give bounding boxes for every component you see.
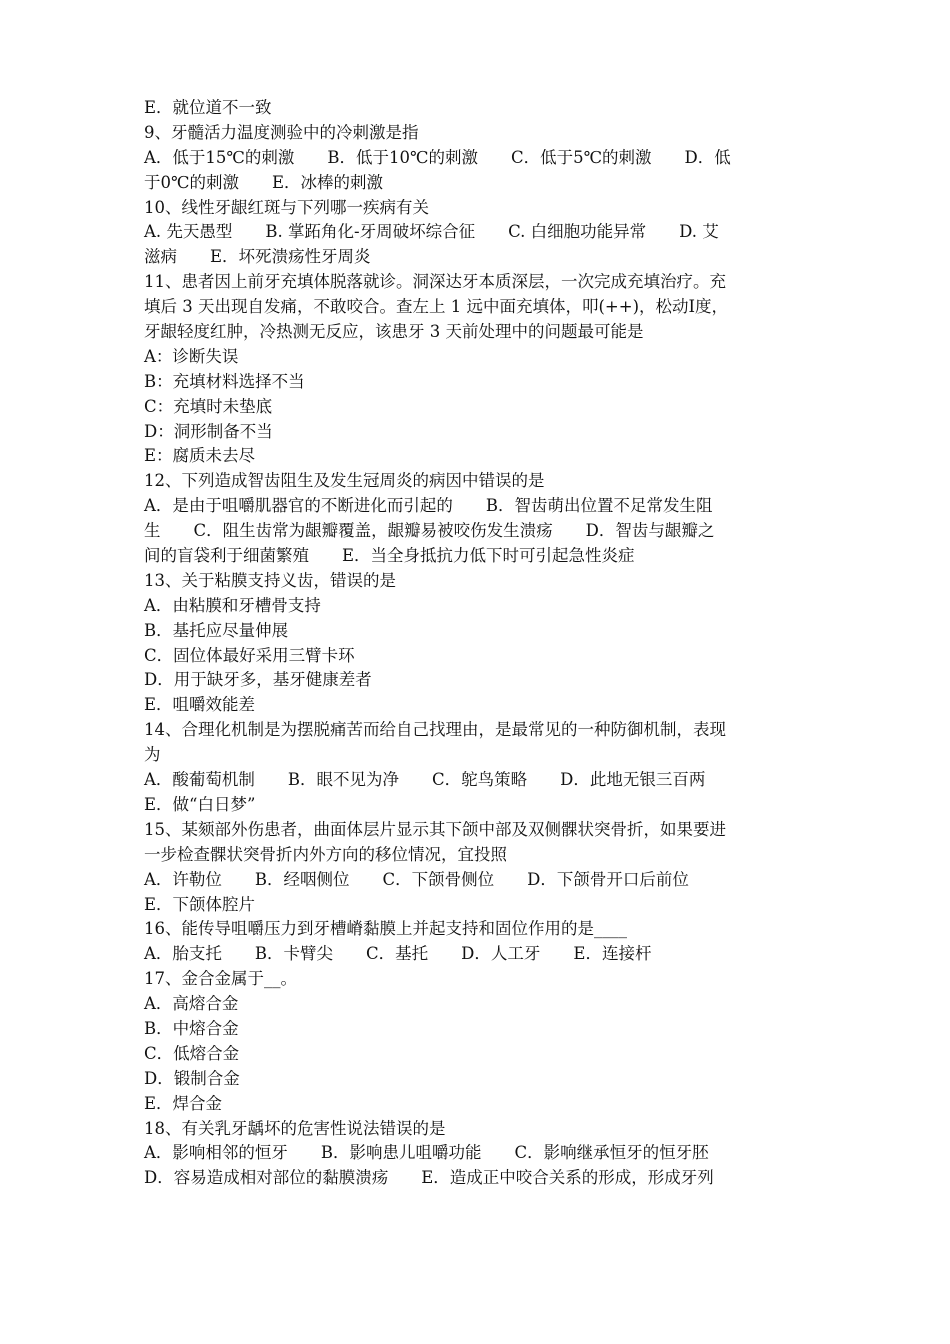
question-13-option: C．固位体最好采用三臂卡环 [144, 645, 355, 665]
question-18-options: A．影响相邻的恒牙 B．影响患儿咀嚼功能 C．影响继承恒牙的恒牙胚 [144, 1143, 709, 1163]
question-11-option: A：诊断失误 [144, 346, 239, 366]
question-9-options: A．低于15℃的刺激 B．低于10℃的刺激 C．低于5℃的刺激 D．低 [144, 147, 731, 167]
question-15-stem: 15、某颏部外伤患者，曲面体层片显示其下颌中部及双侧髁状突骨折，如果要进 [144, 819, 726, 839]
question-14-stem: 为 [144, 745, 161, 765]
question-18-options: D．容易造成相对部位的黏膜溃疡 E．造成正中咬合关系的形成，形成牙列 [144, 1168, 714, 1188]
question-11-stem: 牙龈轻度红肿，冷热测无反应，该患牙 3 天前处理中的问题最可能是 [144, 322, 644, 342]
text-line: E．就位道不一致 [144, 98, 272, 117]
question-10-options: 滋病 E．坏死溃疡性牙周炎 [144, 247, 371, 267]
question-10-options: A. 先天愚型 B. 掌跖角化-牙周破坏综合征 C. 白细胞功能异常 D. 艾 [144, 222, 719, 242]
question-11-stem: 11、患者因上前牙充填体脱落就诊。洞深达牙本质深层，一次完成充填治疗。充 [144, 272, 726, 292]
question-17-stem: 17、金合金属于__。 [144, 969, 297, 989]
question-13-option: A．由粘膜和牙槽骨支持 [144, 595, 321, 615]
question-17-option: B．中熔合金 [144, 1018, 239, 1038]
question-9-options: 于0℃的刺激 E．冰棒的刺激 [144, 172, 384, 192]
question-11-option: C：充填时未垫底 [144, 396, 273, 416]
question-11-option: B：充填材料选择不当 [144, 371, 305, 391]
question-11-stem: 填后 3 天出现自发痛，不敢咬合。查左上 1 远中面充填体，叩(++)，松动Ⅰ度， [144, 297, 729, 317]
question-15-stem: 一步检查髁状突骨折内外方向的移位情况，宜投照 [144, 844, 507, 864]
question-13-stem: 13、关于粘膜支持义齿，错误的是 [144, 570, 396, 590]
question-9-stem: 9、牙髓活力温度测验中的冷刺激是指 [144, 122, 419, 142]
question-16-stem: 16、能传导咀嚼压力到牙槽嵴黏膜上并起支持和固位作用的是____ [144, 919, 627, 939]
question-12-options: 生 C．阻生齿常为龈瓣覆盖，龈瓣易被咬伤发生溃疡 D．智齿与龈瓣之 [144, 521, 715, 541]
question-15-options: E．下颌体腔片 [144, 894, 256, 914]
question-15-options: A．许勒位 B．经咽侧位 C．下颌骨侧位 D．下颌骨开口后前位 [144, 869, 689, 889]
question-14-options: E．做“白日梦” [144, 794, 256, 814]
document-page [144, 96, 812, 1191]
question-13-option: D．用于缺牙多，基牙健康差者 [144, 670, 372, 690]
question-18-stem: 18、有关乳牙龋坏的危害性说法错误的是 [144, 1118, 446, 1138]
question-12-options: A．是由于咀嚼肌器官的不断进化而引起的 B．智齿萌出位置不足常发生阻 [144, 496, 713, 516]
question-10-stem: 10、线性牙龈红斑与下列哪一疾病有关 [144, 197, 429, 217]
question-14-stem: 14、合理化机制是为摆脱痛苦而给自己找理由，是最常见的一种防御机制，表现 [144, 720, 726, 740]
question-13-option: E．咀嚼效能差 [144, 695, 256, 715]
question-17-option: E．焊合金 [144, 1093, 223, 1113]
question-17-option: C．低熔合金 [144, 1043, 240, 1063]
question-13-option: B．基托应尽量伸展 [144, 620, 289, 640]
question-11-option: D：洞形制备不当 [144, 421, 273, 441]
question-12-options: 间的盲袋利于细菌繁殖 E．当全身抵抗力低下时可引起急性炎症 [144, 546, 635, 566]
question-14-options: A．酸葡萄机制 B．眼不见为净 C．鸵鸟策略 D．此地无银三百两 [144, 770, 706, 790]
question-17-option: A．高熔合金 [144, 994, 239, 1014]
question-11-option: E：腐质未去尽 [144, 446, 256, 466]
question-16-options: A．胎支托 B．卡臂尖 C．基托 D．人工牙 E．连接杆 [144, 944, 652, 964]
question-12-stem: 12、下列造成智齿阻生及发生冠周炎的病因中错误的是 [144, 471, 545, 491]
question-17-option: D．锻制合金 [144, 1068, 240, 1088]
